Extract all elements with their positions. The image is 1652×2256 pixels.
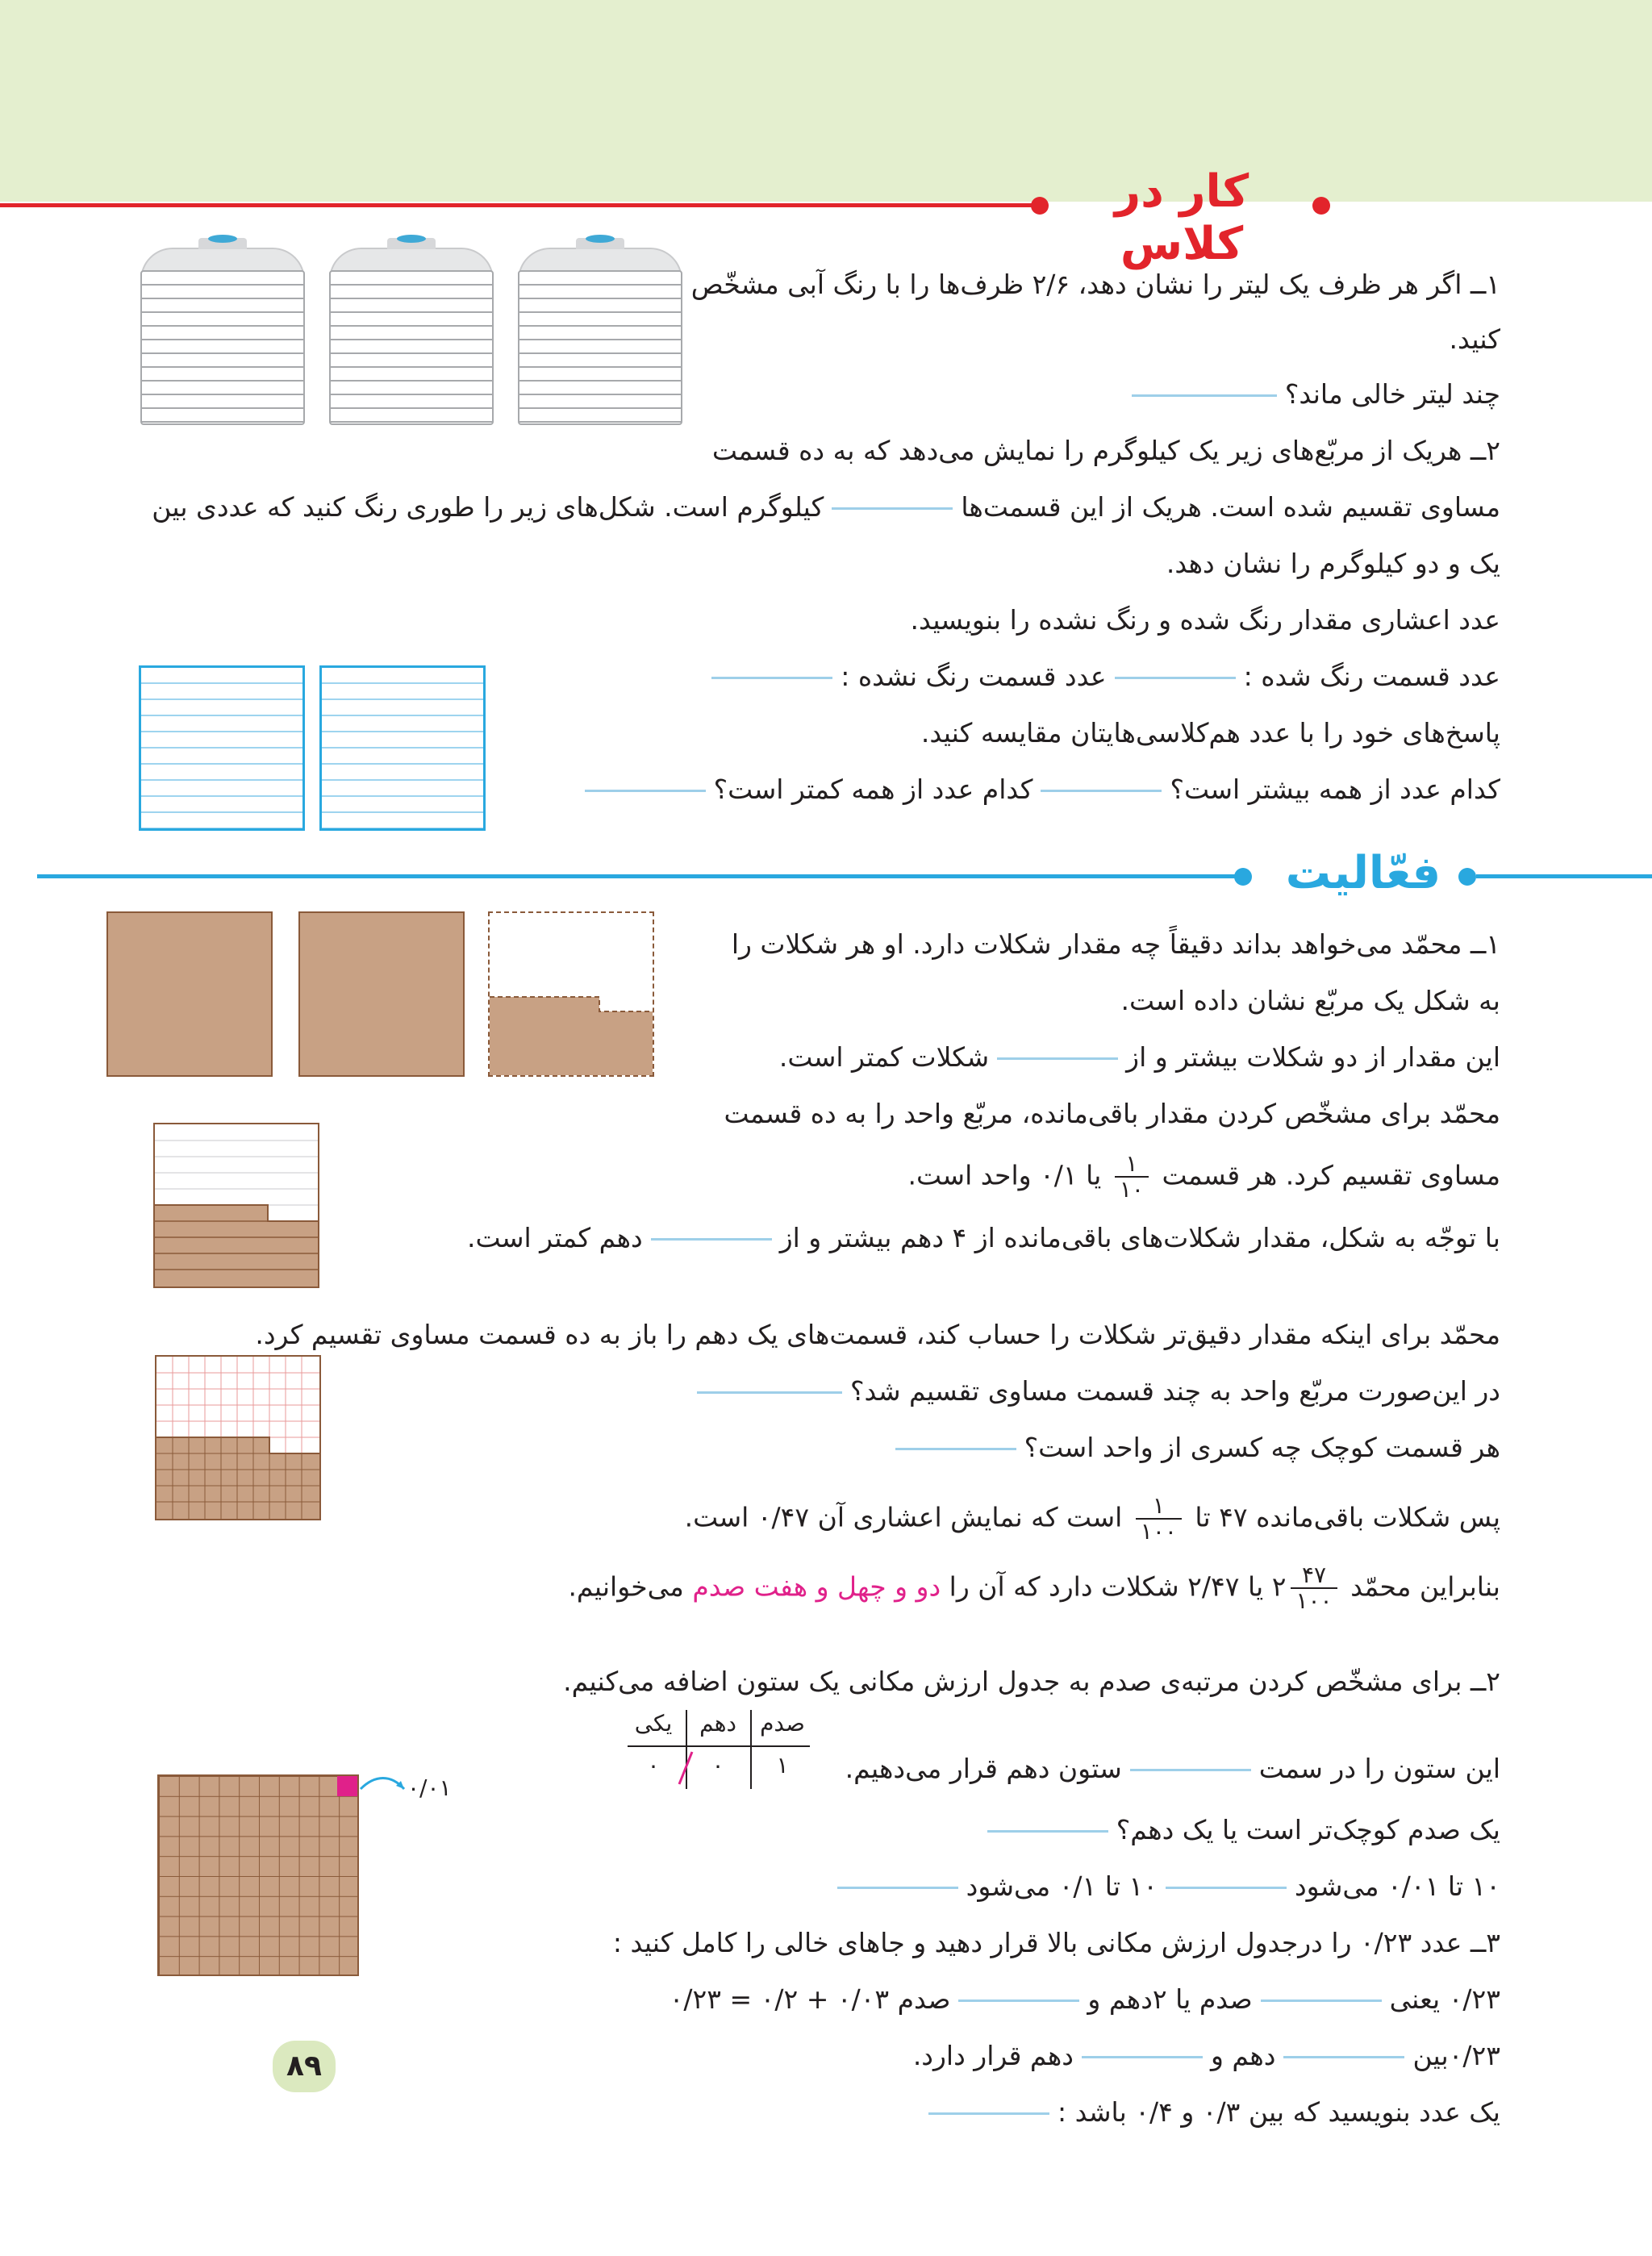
activity-title: فعّالیت	[1285, 847, 1441, 899]
blue-section-rule	[37, 874, 1242, 878]
a1-text-c: مساوی تقسیم کرد. هر قسمت	[1162, 1159, 1500, 1191]
answer-blank[interactable]	[1261, 2000, 1382, 2002]
hundredth-label: ۰/۰۱	[407, 1774, 452, 1801]
jar-2	[329, 238, 494, 425]
a2-text-a: این ستون را در سمت	[1258, 1753, 1500, 1784]
ten-part-square-1[interactable]	[139, 665, 305, 831]
red-section-rule	[0, 203, 1041, 207]
a3-line1: ۳ــ عدد ۰/۲۳ را درجدول ارزش مکانی بالا قرار دهید و جاهای خالی را کامل کنید :	[612, 1927, 1500, 1958]
jar-cap-icon	[586, 235, 615, 243]
a3-text-d: ۰/۲۳بین	[1412, 2040, 1500, 2071]
pv-value-ones: ۰	[647, 1752, 660, 1779]
pv-header-ones: یکی	[634, 1710, 673, 1737]
jar-cap-icon	[397, 235, 426, 243]
a2-line1: ۲ــ برای مشخّص کردن مرتبه‌ی صدم به جدول ارزش مکانی یک ستون اضافه می‌کنیم.	[563, 1666, 1500, 1697]
a1-line3	[779, 1039, 1500, 1076]
answer-blank[interactable]	[1132, 394, 1277, 397]
q1-question: چند لیتر خالی ماند؟	[1284, 378, 1500, 410]
q2-line1: ۲ــ هریک از مربّع‌های زیر یک کیلوگرم را نمایش می‌دهد که به ده قسمت	[711, 435, 1500, 466]
page-number: ۸۹	[273, 2041, 336, 2092]
pv-header-hundredths: صدم	[760, 1710, 805, 1737]
red-rule-dot-right	[1312, 197, 1330, 215]
jar-1	[140, 238, 305, 425]
a1-text-l: یا ۲/۴۷ شکلات دارد که آن را	[949, 1570, 1264, 1603]
answer-blank[interactable]	[1082, 2056, 1203, 2058]
a3-line4	[920, 2094, 1500, 2131]
fraction-one-tenth: $\frac{۱}{۱۰}$	[1115, 1152, 1149, 1202]
a1-text-g: در این‌صورت مربّع واحد به چند قسمت مساوی تقسیم شد؟	[850, 1375, 1500, 1407]
jar-3	[518, 238, 682, 425]
q2-line5	[703, 658, 1500, 695]
a3-line2	[670, 1981, 1500, 2018]
chocolate-partial-fill	[490, 913, 653, 1075]
a1-text-m: می‌خوانیم.	[568, 1570, 684, 1603]
a3-text-f: دهم قرار دارد.	[912, 2040, 1074, 2071]
answer-blank[interactable]	[837, 1887, 958, 1889]
q2-uncolored-label: عدد قسمت رنگ نشده :	[841, 661, 1107, 692]
red-rule-dot-left	[1031, 197, 1049, 215]
q2-text-a: مساوی تقسیم شده است. هریک از این قسمت‌ها	[961, 491, 1500, 523]
answer-blank[interactable]	[1130, 1769, 1251, 1771]
answer-blank[interactable]	[651, 1238, 772, 1241]
tenths-chocolate-square	[153, 1123, 319, 1288]
place-value-table	[621, 1710, 815, 1789]
chocolate-square-1	[106, 911, 273, 1077]
pv-header-tenths: دهم	[699, 1710, 736, 1737]
a3-text-b: صدم یا ۲دهم و	[1087, 1983, 1253, 2015]
ten-part-square-2[interactable]	[319, 665, 486, 831]
blue-section-rule-right	[1476, 874, 1652, 878]
answer-blank[interactable]	[895, 1448, 1016, 1450]
hundredths-fill	[156, 1357, 319, 1519]
a2-text-e: ۱۰ تا ۰/۱ می‌شود	[966, 1870, 1158, 1902]
mixed-number-fraction: $\frac{۴۷}{۱۰۰}$	[1291, 1563, 1337, 1613]
chocolate-square-partial	[488, 911, 654, 1077]
a1-text-a: این مقدار از دو شکلات بیشتر و از	[1126, 1041, 1500, 1073]
a1-line11	[568, 1563, 1500, 1613]
a1-reading-highlight: دو و چهل و هفت صدم	[692, 1570, 941, 1603]
a1-text-k: بنابراین محمّد	[1350, 1570, 1500, 1603]
blue-rule-dot-left	[1234, 868, 1252, 886]
q2-line4: عدد اعشاری مقدار رنگ شده و رنگ نشده را بنویسید.	[910, 604, 1500, 636]
a1-text-d: یا ۰/۱ واحد است.	[907, 1159, 1102, 1191]
q2-line3: یک و دو کیلوگرم را نشان دهد.	[1166, 548, 1500, 579]
answer-blank[interactable]	[997, 1057, 1118, 1060]
q2-least: کدام عدد از همه کمتر است؟	[713, 774, 1033, 805]
a1-text-i: پس شکلات باقی‌مانده ۴۷ تا	[1195, 1501, 1500, 1533]
a1-text-f: دهم کمتر است.	[466, 1222, 643, 1253]
q2-line6: پاسخ‌های خود را با عدد هم‌کلاسی‌هایتان مقایسه کنید.	[920, 717, 1500, 749]
a1-text-h: هر قسمت کوچک چه کسری از واحد است؟	[1024, 1432, 1500, 1463]
a1-text-e: با توجّه به شکل، مقدار شکلات‌های باقی‌مانده از ۴ دهم بیشتر و از	[779, 1222, 1500, 1253]
a1-line9	[887, 1429, 1500, 1466]
a1-line4: محمّد برای مشخّص کردن مقدار باقی‌مانده، مربّع واحد را به ده قسمت	[724, 1098, 1500, 1129]
answer-blank[interactable]	[1283, 2056, 1404, 2058]
a2-text-d: ۱۰ تا ۰/۰۱ می‌شود	[1294, 1870, 1500, 1902]
one-hundredth-cell	[337, 1776, 357, 1796]
answer-blank[interactable]	[585, 790, 706, 792]
a2-line4	[829, 1868, 1500, 1905]
a1-line6	[467, 1220, 1500, 1257]
a2-line3	[979, 1812, 1500, 1849]
q2-line7	[577, 771, 1500, 808]
answer-blank[interactable]	[987, 1830, 1108, 1833]
a1-line10	[685, 1494, 1500, 1544]
q1-line1: ۱ــ اگر هر ظرف یک لیتر را نشان دهد، ۲/۶ ظرف‌ها را با رنگ آبی مشخّص	[690, 269, 1500, 300]
a2-line2	[845, 1750, 1500, 1787]
hundredths-chocolate-square	[155, 1355, 321, 1520]
a1-line2: به شکل یک مربّع نشان داده است.	[1120, 985, 1500, 1016]
q2-text-b: کیلوگرم است. شکل‌های زیر را طوری رنگ کنید که عددی بین	[152, 491, 824, 523]
answer-blank[interactable]	[1041, 790, 1162, 792]
a3-line3	[913, 2037, 1500, 2075]
q2-line2	[152, 489, 1500, 526]
answer-blank[interactable]	[1115, 677, 1236, 679]
fraction-one-hundredth: $\frac{۱}{۱۰۰}$	[1136, 1494, 1182, 1544]
a3-text-e: دهم و	[1210, 2040, 1276, 2071]
a1-line5	[908, 1152, 1500, 1202]
a1-text-b: شکلات کمتر است.	[778, 1041, 990, 1073]
hundred-grid-square	[157, 1774, 359, 1976]
a2-text-c: یک صدم کوچک‌تر است یا یک دهم؟	[1116, 1814, 1500, 1845]
class-work-title: کار در کلاس	[1114, 165, 1249, 270]
q2-colored-label: عدد قسمت رنگ شده :	[1243, 661, 1500, 692]
a1-line1: ۱ــ محمّد می‌خواهد بداند دقیقاً چه مقدار شکلات دارد. او هر شکلات را	[731, 928, 1500, 960]
a1-line8	[689, 1373, 1500, 1410]
a3-text-g: یک عدد بنویسید که بین ۰/۳ و ۰/۴ باشد :	[1057, 2096, 1500, 2128]
answer-blank[interactable]	[928, 2112, 1049, 2115]
a2-text-b: ستون دهم قرار می‌دهیم.	[845, 1753, 1122, 1784]
answer-blank[interactable]	[832, 507, 953, 510]
tenths-fill	[155, 1124, 318, 1286]
answer-blank[interactable]	[697, 1391, 842, 1394]
a3-text-a: ۰/۲۳ یعنی	[1389, 1983, 1500, 2015]
jar-cap-icon	[208, 235, 237, 243]
answer-blank[interactable]	[1166, 1887, 1287, 1889]
answer-blank[interactable]	[711, 677, 832, 679]
q2-most: کدام عدد از همه بیشتر است؟	[1170, 774, 1500, 805]
q1-line3	[1124, 376, 1500, 413]
a3-text-c: صدم ۰/۰۳ + ۰/۲ = ۰/۲۳	[669, 1983, 951, 2015]
a1-line7: محمّد برای اینکه مقدار دقیق‌تر شکلات را حساب کند، قسمت‌های یک دهم را باز به ده قسمت مساوی تقسیم کرد.	[255, 1319, 1500, 1350]
mixed-number-whole: ۲	[1271, 1570, 1287, 1603]
a1-text-j: است که نمایش اعشاری آن ۰/۴۷ است.	[684, 1501, 1123, 1533]
chocolate-square-2	[298, 911, 465, 1077]
q1-line2: کنید.	[1449, 323, 1500, 355]
pv-value-hundredths: ۱	[776, 1752, 789, 1779]
decimal-point-mark-icon	[670, 1749, 702, 1787]
top-band	[0, 0, 1652, 202]
answer-blank[interactable]	[958, 2000, 1079, 2002]
pv-value-tenths: ۰	[711, 1752, 724, 1779]
